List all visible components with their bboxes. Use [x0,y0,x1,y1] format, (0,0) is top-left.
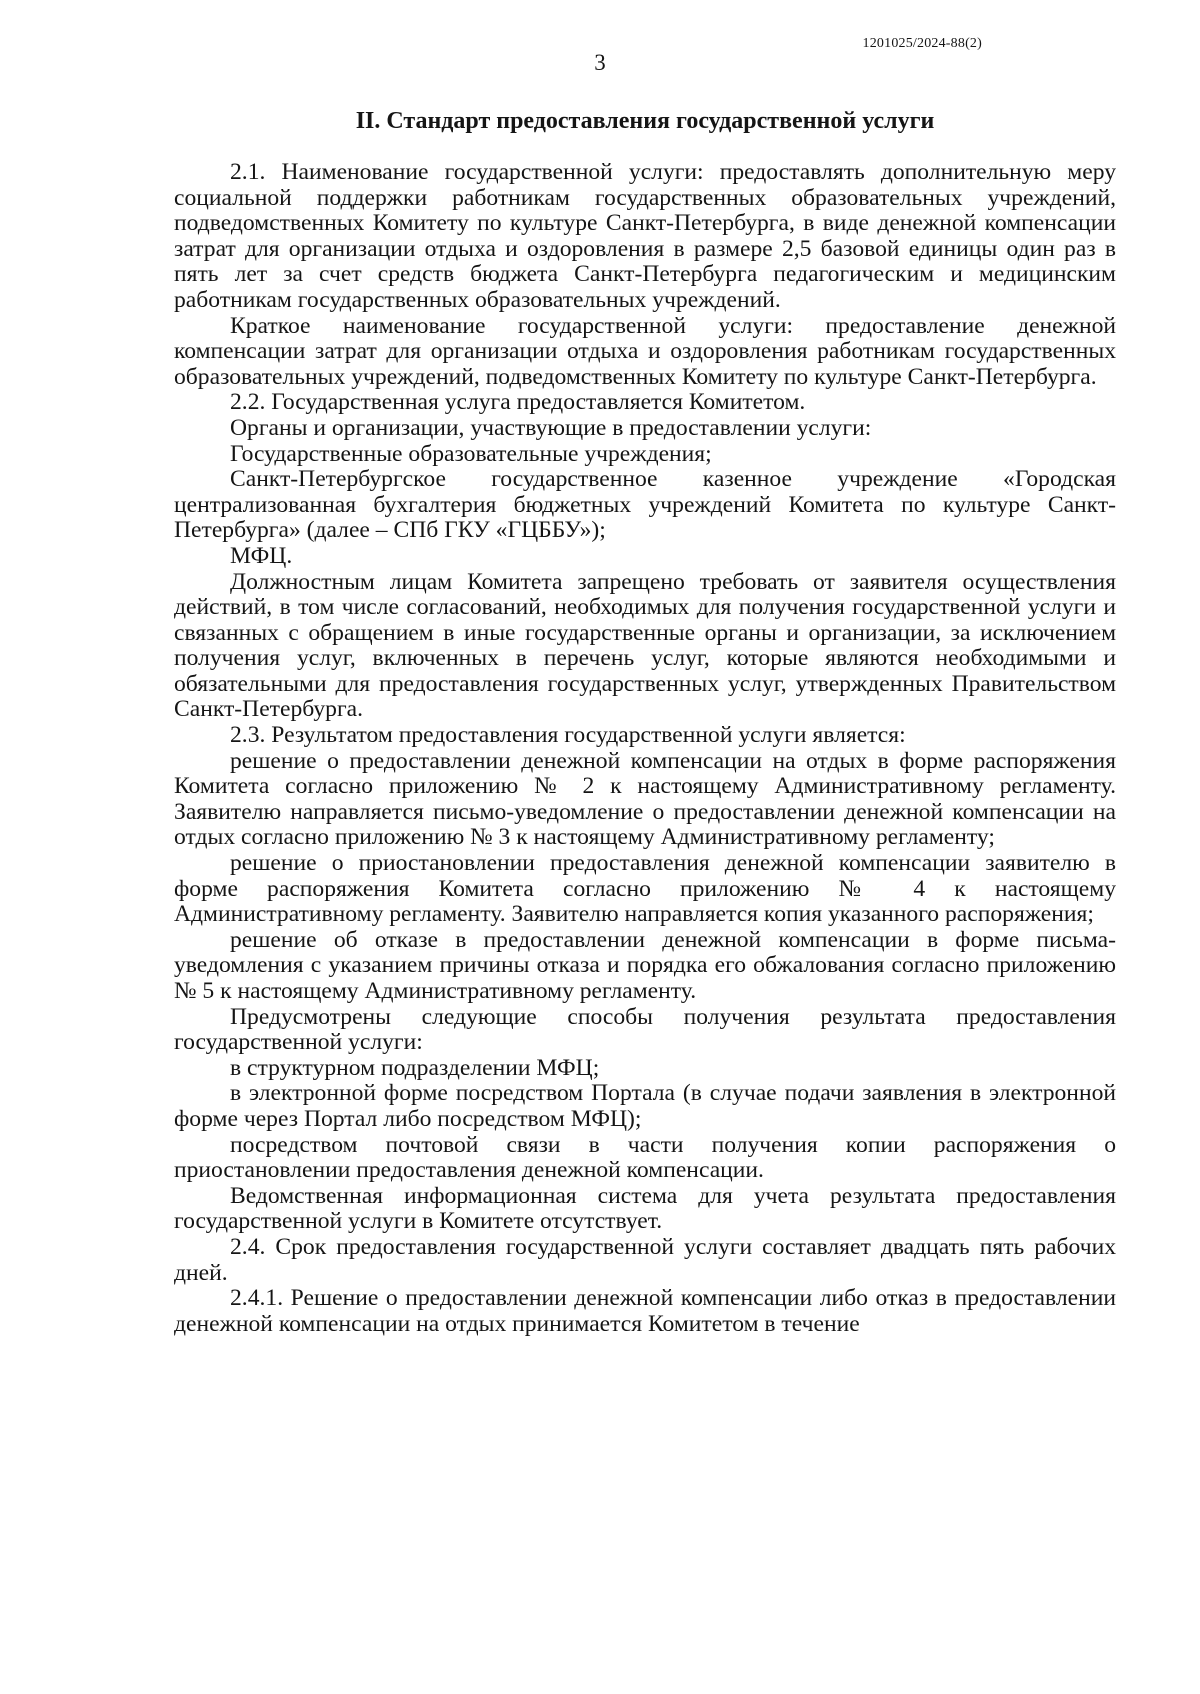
paragraph-decision-suspend: решение о приостановлении предоставления денежной компенсации заявителю в форме распоряжения Комитета согласно приложению № 4 к настоящему Административному регламенту. Заявителю направляется копия указанного распоряжения; [174,850,1116,928]
paragraph-short-name: Краткое наименование государственной услуги: предоставление денежной компенсации затрат для организации отдыха и оздоровления работникам государственных образовательных учреждений, подведомственных Комитету по культуре Санкт-Петербурга. [174,312,1116,390]
paragraph-2-4: 2.4. Срок предоставления государственной услуги составляет двадцать пять рабочих дней. [174,1233,1116,1286]
paragraph-2-1: 2.1. Наименование государственной услуги: предоставлять дополнительную меру социальной поддержки работникам государственных образовательных учреждений, подведомственных Комитету по культуре Санкт-Петербурга, в виде денежной компенсации затрат для организации отдыха и оздоровления в размере 2,5 базовой единицы один раз в пять лет за счет средств бюджета Санкт-Петербурга педагогическим и медицинским работникам государственных образовательных учреждений. [174,159,1116,313]
paragraph-result-methods: Предусмотрены следующие способы получения результата предоставления государственной услуги: [174,1003,1116,1056]
document-body [174,160,1116,1337]
document-number: 1201025/2024-88(2) [862,36,982,51]
paragraph-gcbbu: Санкт-Петербургское государственное казенное учреждение «Городская централизованная бухгалтерия бюджетных учреждений Комитета по культуре Санкт-Петербурга» (далее – СПб ГКУ «ГЦББУ»); [174,466,1116,544]
paragraph-2-3: 2.3. Результатом предоставления государственной услуги является: [230,722,906,749]
paragraph-decision-refuse: решение об отказе в предоставлении денежной компенсации в форме письма-уведомления с указанием причины отказа и порядка его обжалования согласно приложению № 5 к настоящему Административному регламенту. [174,926,1116,1004]
paragraph-organizations-heading: Органы и организации, участвующие в предоставлении услуги: [230,414,872,441]
paragraph-decision-grant: решение о предоставлении денежной компенсации на отдых в форме распоряжения Комитета согласно приложению № 2 к настоящему Административному регламенту. Заявителю направляется письмо-уведомление о предоставлении денежной компенсации на отдых согласно приложению № 3 к настоящему Административному регламенту; [174,747,1116,851]
paragraph-mfc: МФЦ. [230,542,293,569]
page-number: 3 [594,50,606,75]
paragraph-officials-prohibition: Должностным лицам Комитета запрещено требовать от заявителя осуществления действий, в том числе согласований, необходимых для получения государственной услуги и связанных с обращением в иные государственные органы и организации, за исключением получения услуг, включенных в перечень услуг, которые являются необходимыми и обязательными для предоставления государственных услуг, утвержденных Правительством Санкт-Петербурга. [174,568,1116,723]
section-title: II. Стандарт предоставления государственной услуги [355,108,935,134]
paragraph-method-post: посредством почтовой связи в части получения копии распоряжения о приостановлении предоставления денежной компенсации. [174,1131,1116,1184]
paragraph-2-4-1: 2.4.1. Решение о предоставлении денежной компенсации либо отказ в предоставлении денежной компенсации на отдых принимается Комитетом в течение [174,1285,1116,1337]
paragraph-method-portal: в электронной форме посредством Портала (в случае подачи заявления в электронной форме через Портал либо посредством МФЦ); [174,1080,1116,1132]
paragraph-educational-institutions: Государственные образовательные учреждения; [230,440,712,467]
paragraph-method-mfc: в структурном подразделении МФЦ; [230,1054,600,1081]
paragraph-2-2: 2.2. Государственная услуга предоставляется Комитетом. [230,389,806,416]
paragraph-information-system: Ведомственная информационная система для учета результата предоставления государственной услуги в Комитете отсутствует. [174,1182,1116,1235]
